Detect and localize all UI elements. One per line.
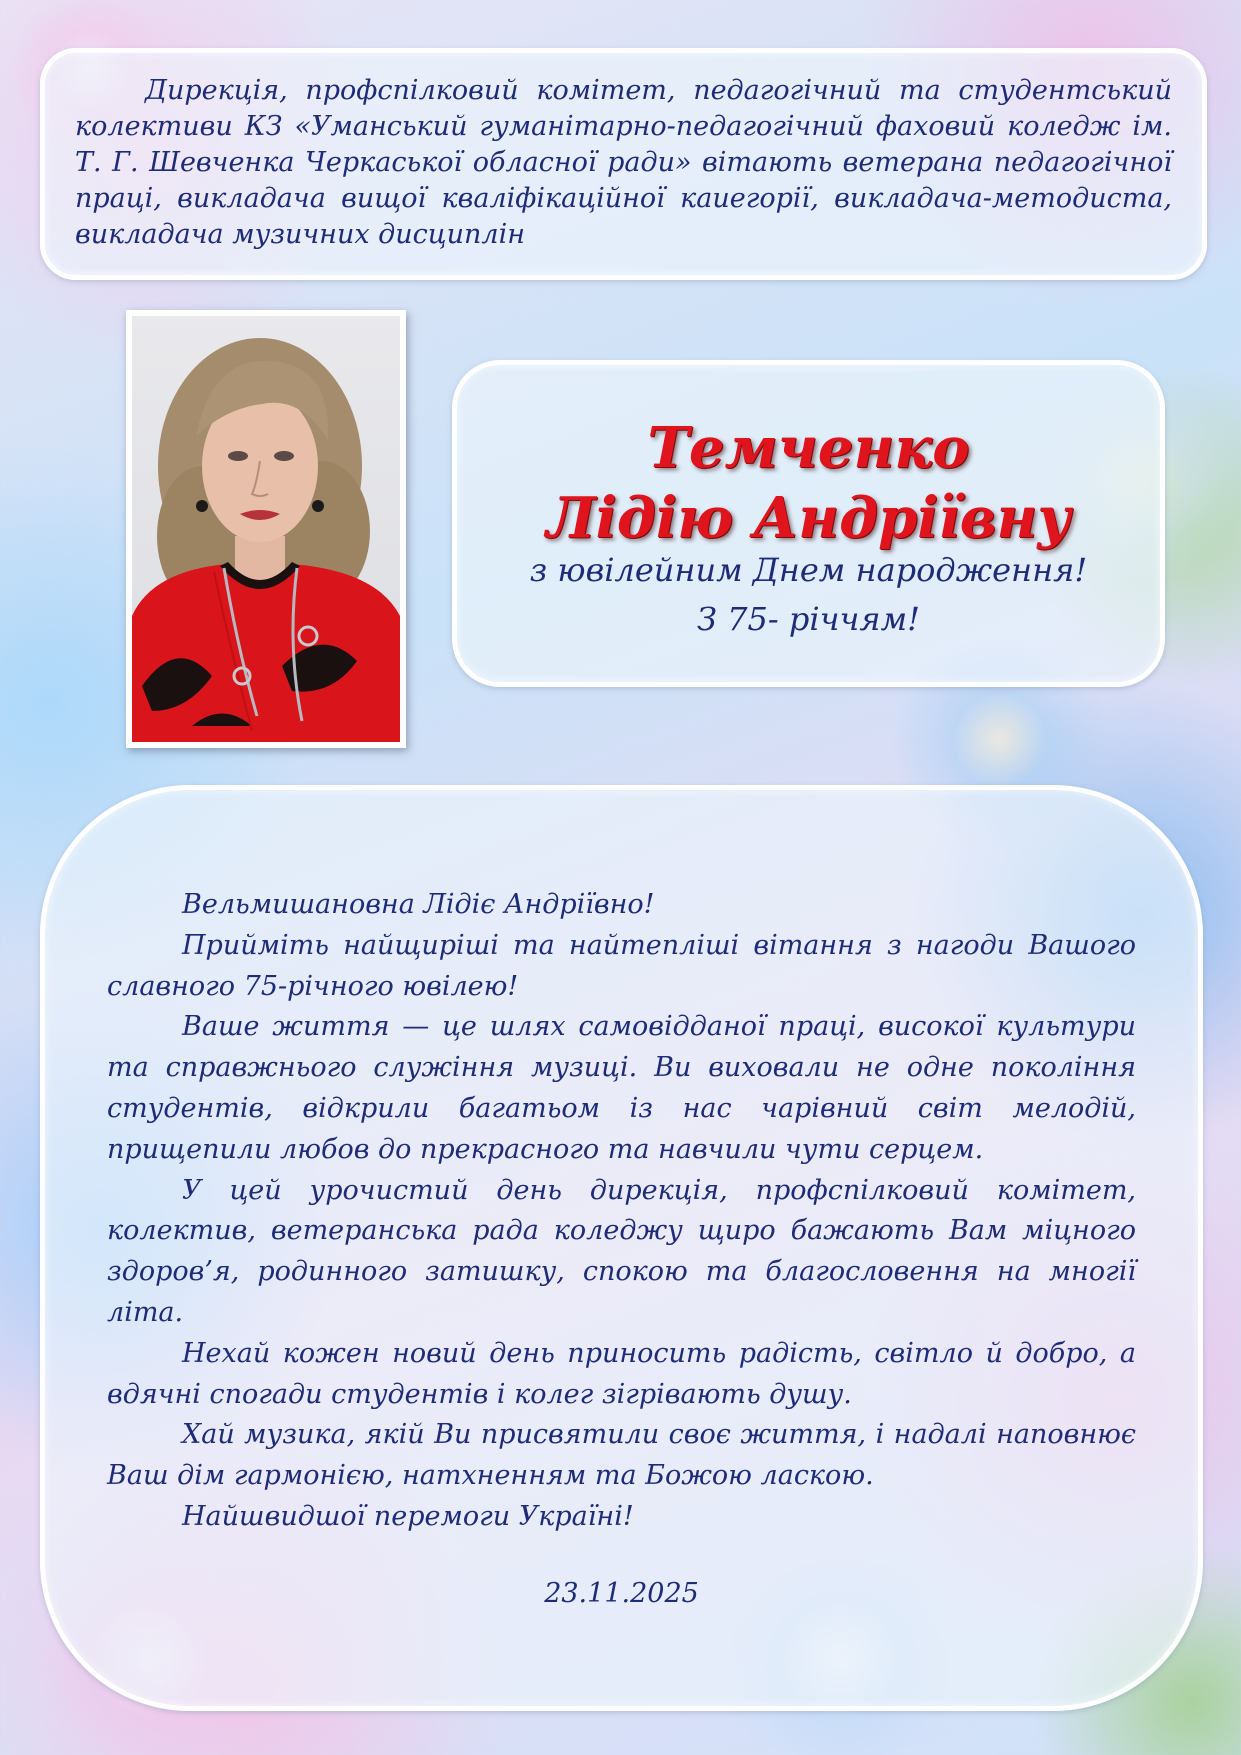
anniversary-line: З 75- річчям!: [697, 600, 920, 638]
honoree-panel: [452, 360, 1165, 687]
letter-paragraph: Ваше життя — це шлях самовідданої праці, високої культури та справжнього служіння музиці. Ви виховали не одне покоління студентів, відкрили багатьом із нас чарівний світ мелодій, прищепили любов до прекрасного та навчили чути серцем.: [107, 1011, 1136, 1165]
intro-panel: [40, 48, 1207, 280]
portrait-illustration: [132, 316, 400, 742]
portrait-frame: [126, 310, 406, 748]
letter-panel: [40, 785, 1203, 1711]
letter-closing: Найшвидшої перемоги Україні!: [182, 1500, 634, 1532]
letter-body: [107, 885, 1136, 1538]
honoree-name: Лідію Андріївну: [546, 485, 1071, 551]
honoree-surname: Темченко: [647, 415, 970, 481]
portrait-photo: [132, 316, 400, 742]
letter-paragraph: Прийміть найщиріші та найтепліші вітання з нагоди Вашого славного 75-річного ювілею!: [107, 929, 1136, 1002]
letter-paragraph: Хай музика, якій Ви присвятили своє життя, і надалі наповнює Ваш дім гармонією, натхненням та Божою ласкою.: [107, 1419, 1136, 1492]
intro-text: Дирекція, профспілковий комітет, педагогічний та студентський колективи КЗ «Уманський гуманітарно-педагогічний фаховий коледж ім. Т. Г. Шевченка Черкаської обласної ради» вітають ветерана педагогічної праці, викладача вищої кваліфікаційної каиегорії, викладача-методиста, викладача музичних дисциплін: [75, 75, 1172, 250]
letter-paragraph: Нехай кожен новий день приносить радість, світло й добро, а вдячні спогади студентів і колег зігрівають душу.: [107, 1337, 1136, 1410]
letter-salutation: Вельмишановна Лідіє Андріївно!: [182, 889, 655, 920]
letter-date: 23.11.2025: [544, 1578, 699, 1609]
letter-paragraph: У цей урочистий день дирекція, профспілковий комітет, колектив, ветеранська рада коледжу щиро бажають Вам міцного здоров’я, родинного затишку, спокою та благословення на многії літа.: [107, 1174, 1136, 1328]
birthday-greeting: з ювілейним Днем народження!: [529, 551, 1088, 589]
